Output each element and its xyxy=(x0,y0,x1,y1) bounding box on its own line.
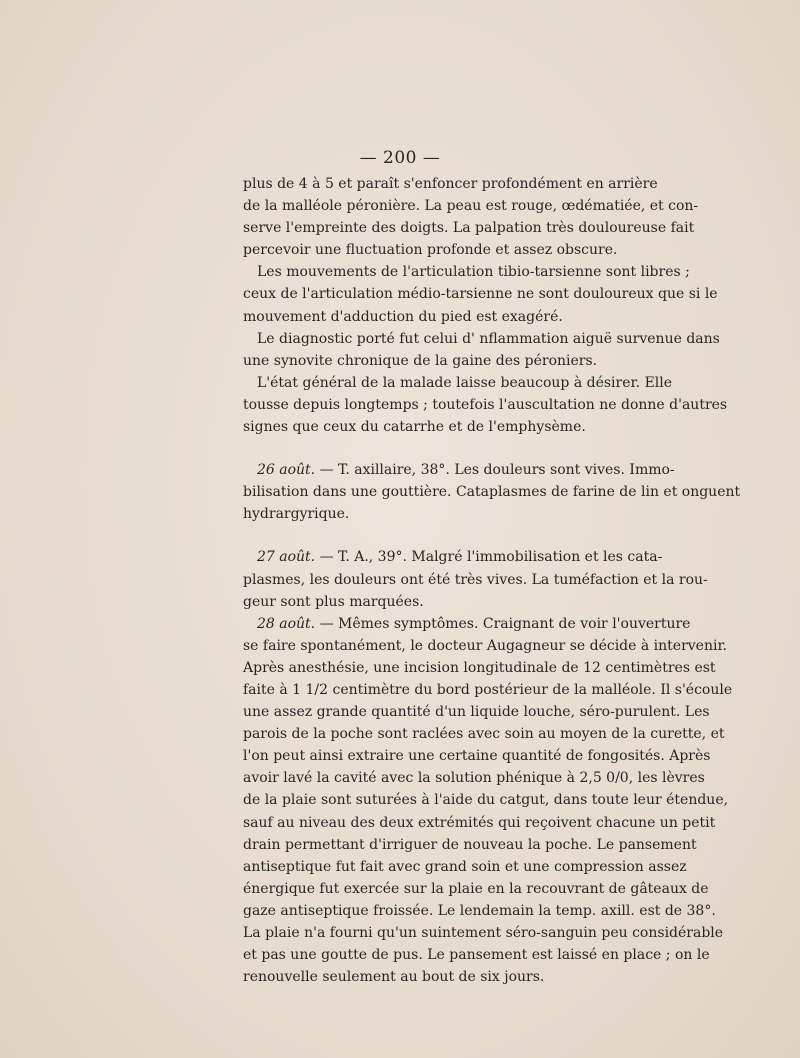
entry-date: 26 août. xyxy=(257,462,316,479)
text-segment: — T. A., 39°. Malgré l'immobilisation et les cata- xyxy=(315,549,663,566)
text-line: énergique fut exercée sur la plaie en la recouvrant de gâteaux de xyxy=(243,880,709,897)
text-line: drain permettant d'irriguer de nouveau la poche. Le pansement xyxy=(243,836,697,853)
text-line: une synovite chronique de la gaine des péroniers. xyxy=(243,352,598,369)
paragraph xyxy=(243,328,720,372)
text-line: serve l'empreinte des doigts. La palpation très douloureuse fait xyxy=(243,220,695,237)
paragraph xyxy=(243,546,708,612)
text-line: avoir lavé la cavité avec la solution phénique à 2,5 0/0, les lèvres xyxy=(243,770,705,787)
text-line: Les mouvements de l'articulation tibio-tarsienne sont libres ; xyxy=(257,264,690,281)
paragraph xyxy=(243,261,718,327)
text-segment: — Mêmes symptômes. Craignant de voir l'ouverture xyxy=(315,615,691,632)
text-line: mouvement d'adduction du pied est exagéré. xyxy=(243,308,563,325)
text-line: renouvelle seulement au bout de six jours. xyxy=(243,969,545,986)
page-number: — 200 — xyxy=(359,148,441,168)
entry-date: 27 août. xyxy=(257,549,316,566)
text-line: plus de 4 à 5 et paraît s'enfoncer profondément en arrière xyxy=(243,176,658,192)
paragraph xyxy=(243,372,728,438)
text-line: gaze antiseptique froissée. Le lendemain la temp. axill. est de 38°. xyxy=(243,902,716,919)
paragraph xyxy=(243,613,733,989)
paragraph xyxy=(243,173,699,261)
text-line: ceux de l'articulation médio-tarsienne ne sont douloureux que si le xyxy=(243,286,718,303)
text-line: de la plaie sont suturées à l'aide du catgut, dans toute leur étendue, xyxy=(243,792,729,809)
entry-date: 28 août. xyxy=(257,615,316,632)
text-line: bilisation dans une gouttière. Cataplasmes de farine de lin et onguent xyxy=(243,484,741,501)
text-line: l'on peut ainsi extraire une certaine quantité de fongosités. Après xyxy=(243,748,711,765)
paragraph xyxy=(243,459,741,525)
text-line xyxy=(243,613,691,635)
text-line: Après anesthésie, une incision longitudinale de 12 centimètres est xyxy=(243,659,716,676)
text-line: L'état général de la malade laisse beaucoup à désirer. Elle xyxy=(257,374,673,391)
text-line: de la malléole péronière. La peau est rouge, œdématiée, et con- xyxy=(243,198,699,215)
text-line: une assez grande quantité d'un liquide louche, séro-purulent. Les xyxy=(243,704,710,721)
text-line: Le diagnostic porté fut celui d' nflammation aiguë survenue dans xyxy=(257,330,720,347)
text-line: signes que ceux du catarrhe et de l'emphysème. xyxy=(243,419,586,436)
text-line: sauf au niveau des deux extrémités qui reçoivent chacune un petit xyxy=(243,814,716,831)
text-line xyxy=(243,546,663,568)
text-line: antiseptique fut fait avec grand soin et une compression assez xyxy=(243,858,687,875)
text-line: tousse depuis longtemps ; toutefois l'auscultation ne donne d'autres xyxy=(243,396,728,413)
text-line: percevoir une fluctuation profonde et assez obscure. xyxy=(243,242,618,259)
text-line xyxy=(243,459,675,481)
text-line: parois de la poche sont raclées avec soin au moyen de la curette, et xyxy=(243,726,725,743)
text-line: La plaie n'a fourni qu'un suintement séro-sanguin peu considérable xyxy=(243,925,724,941)
body-text xyxy=(243,173,741,988)
text-line: et pas une goutte de pus. Le pansement est laissé en place ; on le xyxy=(243,947,710,964)
text-line: hydrargyrique. xyxy=(243,506,350,523)
text-line: faite à 1 1/2 centimètre du bord postérieur de la malléole. Il s'écoule xyxy=(243,681,733,698)
text-line: se faire spontanément, le docteur Augagneur se décide à intervenir. xyxy=(243,637,728,654)
text-line: geur sont plus marquées. xyxy=(243,593,424,610)
text-line: plasmes, les douleurs ont été très vives. La tuméfaction et la rou- xyxy=(243,571,708,588)
text-segment: — T. axillaire, 38°. Les douleurs sont vives. Immo- xyxy=(315,462,675,479)
